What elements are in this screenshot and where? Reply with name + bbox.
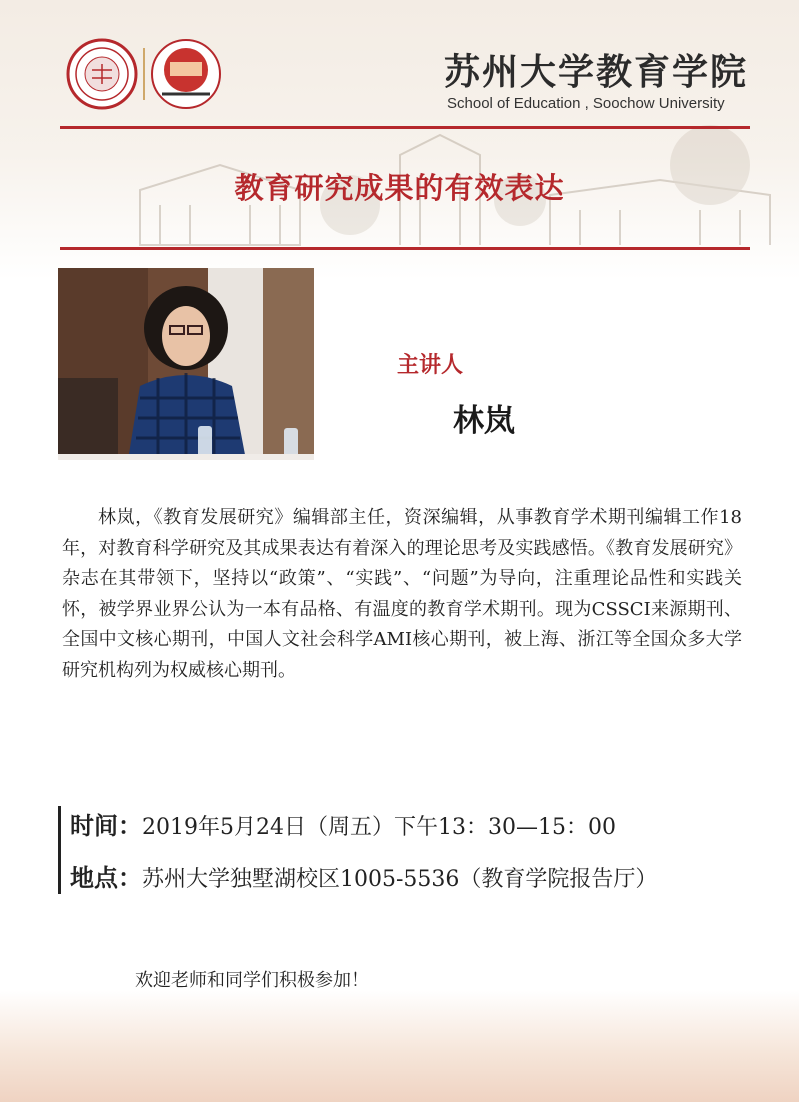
speaker-photo [58, 268, 314, 460]
time-label: 时间： [70, 812, 142, 840]
soochow-university-seal-icon [68, 40, 136, 108]
footer-background [0, 990, 799, 1102]
logo-divider [143, 48, 145, 100]
speaker-bio: 林岚，《教育发展研究》编辑部主任，资深编辑，从事教育学术期刊编辑工作18年，对教育科学研究及其成果表达有着深入的理论思考及实践感悟。《教育发展研究》杂志在其带领下，坚持以“政策”、“实践”、“问题”为导向，注重理论品性和实践关怀，被学界业界公认为一本有品格、有温度的教育学术期刊。现为CSSCI来源期刊、全国中文核心期刊，中国人文社会科学AMI核心期刊，被上海、浙江等全国众多大学研究机构列为权威核心期刊。 [62, 507, 742, 681]
speaker-label: 主讲人 [397, 353, 464, 378]
place-label: 地点： [70, 864, 142, 892]
closing-invitation: 欢迎老师和同学们积极参加！ [135, 970, 369, 991]
event-info-bar [58, 806, 61, 894]
school-name-chinese: 苏州大学教育学院 [444, 51, 749, 93]
bottom-red-divider [60, 247, 750, 250]
event-time-row [70, 806, 616, 841]
time-value: 2019年5月24日（周五）下午13：30—15：00 [142, 815, 616, 840]
school-name-english: School of Education , Soochow University [447, 95, 725, 112]
place-value: 苏州大学独墅湖校区1005-5536（教育学院报告厅） [142, 867, 658, 892]
event-place-row [70, 858, 657, 893]
university-logos [66, 36, 226, 112]
lecture-title: 教育研究成果的有效表达 [234, 171, 565, 205]
speaker-name: 林岚 [453, 403, 515, 439]
school-of-education-emblem-icon [152, 40, 220, 108]
top-red-divider [60, 126, 750, 129]
